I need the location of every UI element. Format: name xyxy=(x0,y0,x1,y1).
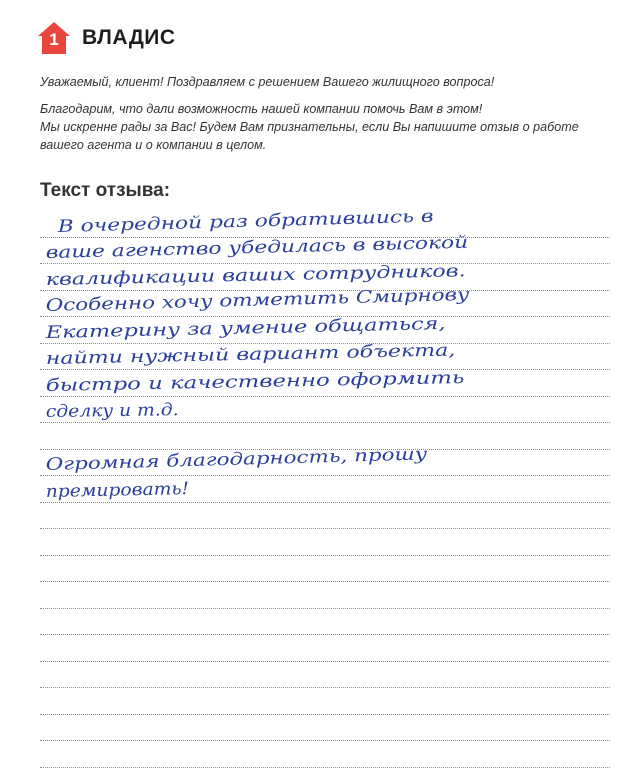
ruled-line xyxy=(40,528,610,529)
ruled-line xyxy=(40,687,610,688)
ruled-line xyxy=(40,634,610,635)
review-label: Текст отзыва: xyxy=(40,180,171,201)
brand-name: ВЛАДИС xyxy=(82,26,176,49)
logo-number: 1 xyxy=(49,30,59,49)
ruled-line xyxy=(40,422,610,423)
ruled-line xyxy=(40,581,610,582)
ruled-line xyxy=(40,555,610,556)
thanks-line-2: Мы искренне рады за Вас! Будем Вам признательны, если Вы напишите отзыв о работе xyxy=(40,120,579,134)
thanks-line-1: Благодарим, что дали возможность нашей компании помочь Вам в этом! xyxy=(40,102,483,116)
ruled-line xyxy=(40,767,610,768)
ruled-line xyxy=(40,740,610,741)
handwritten-line: В очередной раз обратившись в xyxy=(57,206,434,237)
greeting: Уважаемый, клиент! Поздравляем с решением Вашего жилищного вопроса! xyxy=(40,75,495,89)
review-lined-area xyxy=(40,206,610,770)
intro-text xyxy=(40,73,600,154)
handwritten-line: найти нужный вариант объекта, xyxy=(45,340,456,369)
handwritten-line: сделку и т.д. xyxy=(45,400,179,422)
handwritten-line: премировать! xyxy=(45,478,190,502)
ruled-line xyxy=(40,502,610,503)
thanks-line-3: вашего агента и о компании в целом. xyxy=(40,138,267,152)
handwritten-line: Особенно хочу отметить Смирнову xyxy=(45,284,470,316)
header xyxy=(36,20,176,56)
handwritten-line: квалификации ваших сотрудников. xyxy=(45,260,466,290)
ruled-line xyxy=(40,608,610,609)
handwritten-line: быстро и качественно оформить xyxy=(45,367,465,396)
ruled-line xyxy=(40,661,610,662)
handwritten-line: ваше агенство убедилась в высокой xyxy=(45,232,469,263)
logo-house-icon xyxy=(36,20,72,56)
ruled-line xyxy=(40,714,610,715)
handwritten-line: Екатерину за умение общаться, xyxy=(45,313,446,343)
handwritten-line: Огромная благодарность, прошу xyxy=(45,444,428,475)
